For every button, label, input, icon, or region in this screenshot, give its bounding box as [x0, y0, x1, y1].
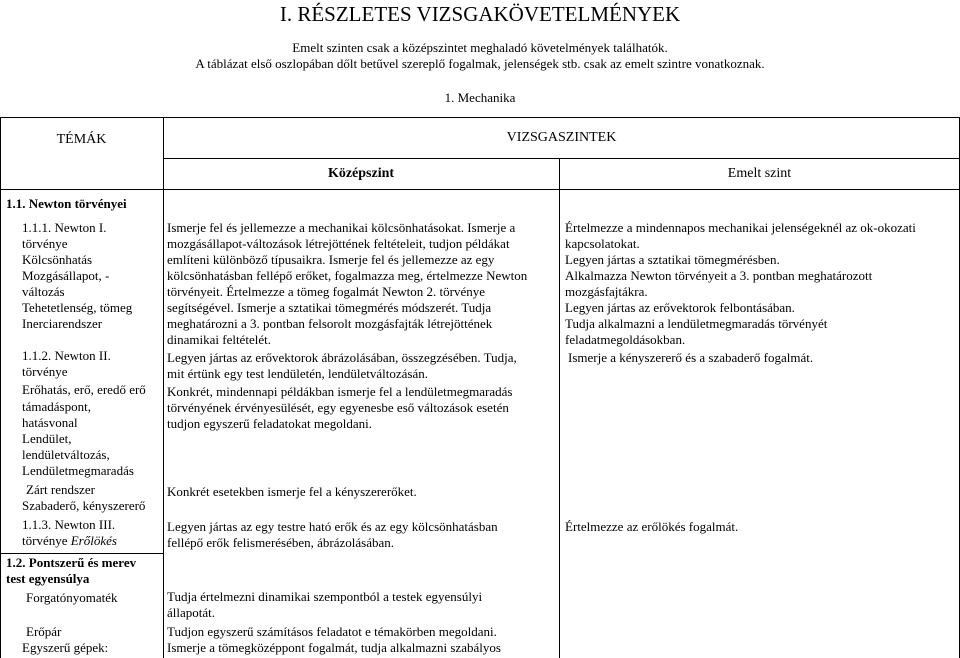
topic-item: Erőhatás, erő, eredő erő — [22, 382, 146, 397]
requirement-line: Ismerje a tömegközéppont fogalmát, tudja alkalmazni szabályos — [167, 640, 501, 655]
topic-heading: test egyensúlya — [6, 571, 90, 586]
requirement-line: mozgásállapot-változások létrejöttének feltételeit, tudjon példákat — [167, 236, 510, 251]
topic-item: hatásvonal — [22, 415, 78, 430]
requirement-line: segítségével. Ismerje a sztatikai tömegmérés módszerét. Tudja — [167, 300, 492, 315]
requirement-line: Alkalmazza Newton törvényeit a 3. pontban meghatározott — [565, 268, 873, 283]
topic-heading: 1.2. Pontszerű és merev — [6, 555, 137, 570]
topic-item: támadáspont, — [22, 399, 91, 414]
topic-item: Erőpár — [26, 624, 62, 639]
requirement-line: Legyen jártas az erővektorok felbontásában. — [565, 300, 795, 315]
topic-item: 1.1.1. Newton I. — [22, 220, 107, 235]
requirement-line: említeni különböző típusaikra. Ismerje fel és jellemezze az egy — [167, 252, 495, 267]
topic-item: Szabaderő, kényszererő — [22, 498, 146, 513]
topic-item: Egyszerű gépek: — [22, 640, 109, 655]
requirement-line: Tudja értelmezni dinamikai szempontból a testek egyensúlyi — [167, 589, 483, 604]
topic-item — [22, 533, 117, 549]
topic-heading: 1.1. Newton törvényei — [6, 196, 127, 211]
requirement-line: mozgásfajtákra. — [565, 284, 648, 299]
header-emelt-szint: Emelt szint — [727, 166, 792, 181]
requirement-line: feladatmegoldásokban. — [565, 332, 686, 347]
topic-item-emelt: Erőlökés — [70, 533, 117, 548]
requirement-line: Legyen jártas az egy testre ható erők és az egy kölcsönhatásban — [167, 519, 498, 534]
requirement-line: kapcsolatokat. — [565, 236, 640, 251]
requirement-line: törvényeit. Értelmezze a tömeg fogalmát Newton 2. törvénye — [167, 284, 486, 299]
requirement-line: Ismerje a kényszererő és a szabaderő fogalmát. — [568, 350, 814, 365]
requirement-line: kölcsönhatásban fellépő erőket, fogalmazza meg, értelmezze Newton — [167, 268, 528, 283]
header-note-2: A táblázat első oszlopában dőlt betűvel szereplő fogalmak, jelenségek stb. csak az emelt szintre vonatkoznak. — [195, 56, 765, 71]
requirement-line: Tudja alkalmazni a lendületmegmaradás törvényét — [565, 316, 828, 331]
requirement-line: Értelmezze az erőlökés fogalmát. — [565, 519, 739, 534]
requirement-line: Konkrét esetekben ismerje fel a kényszererőket. — [167, 484, 417, 499]
requirement-line: állapotát. — [167, 605, 216, 620]
requirement-line: Konkrét, mindennapi példákban ismerje fel a lendületmegmaradás — [167, 384, 513, 399]
section-title: 1. Mechanika — [444, 90, 516, 105]
requirement-line: Ismerje fel és jellemezze a mechanikai kölcsönhatásokat. Ismerje a — [167, 220, 516, 235]
topic-item: 1.1.2. Newton II. — [22, 348, 111, 363]
topic-item: Inerciarendszer — [22, 316, 103, 331]
requirement-line: Tudjon egyszerű számításos feladatot e témakörben megoldani. — [167, 624, 497, 639]
header-kozepszint: Középszint — [327, 166, 395, 181]
requirement-line: tudjon egyszerű feladatokat megoldani. — [167, 416, 373, 431]
topic-item: törvénye — [22, 364, 68, 379]
topic-item: 1.1.3. Newton III. — [22, 517, 116, 532]
header-vizsgaszintek: VIZSGASZINTEK — [506, 130, 617, 145]
requirement-line: Legyen jártas a sztatikai tömegmérésben. — [565, 252, 780, 267]
topic-item: Tehetetlenség, tömeg — [22, 300, 133, 315]
topic-item: változás — [22, 284, 65, 299]
topic-item-text: törvénye — [22, 533, 71, 548]
topic-item: Lendületmegmaradás — [22, 463, 134, 478]
requirement-line: mit értünk egy test lendületén, lendületváltozásán. — [167, 366, 429, 381]
topic-item: törvénye — [22, 236, 68, 251]
topic-item: Lendület, — [22, 431, 72, 446]
requirement-line: fellépő erők felismerésében, ábrázolásában. — [167, 535, 395, 550]
topic-item: lendületváltozás, — [22, 447, 110, 462]
requirement-line: Legyen jártas az erővektorok ábrázolásában, összegzésében. Tudja, — [167, 350, 517, 365]
topic-item: Kölcsönhatás — [22, 252, 93, 267]
requirement-line: Értelmezze a mindennapos mechanikai jelenségeknél az ok-okozati — [565, 220, 916, 235]
header-note-1: Emelt szinten csak a középszintet meghaladó követelmények találhatók. — [292, 40, 668, 55]
requirement-line: meghatározni a 3. pontban felsorolt mozgásfajták létrejöttének — [167, 316, 493, 331]
requirement-line: dinamikai feltételét. — [167, 332, 271, 347]
requirement-line: törvényének érvényesülését, egy egyenesbe eső változások esetén — [167, 400, 509, 415]
topic-item: Zárt rendszer — [26, 482, 95, 497]
topic-item: Mozgásállapot, - — [22, 268, 110, 283]
header-temak: TÉMÁK — [56, 132, 107, 147]
page-title: I. RÉSZLETES VIZSGAKÖVETELMÉNYEK — [279, 2, 681, 26]
topic-item: Forgatónyomaték — [26, 590, 118, 605]
